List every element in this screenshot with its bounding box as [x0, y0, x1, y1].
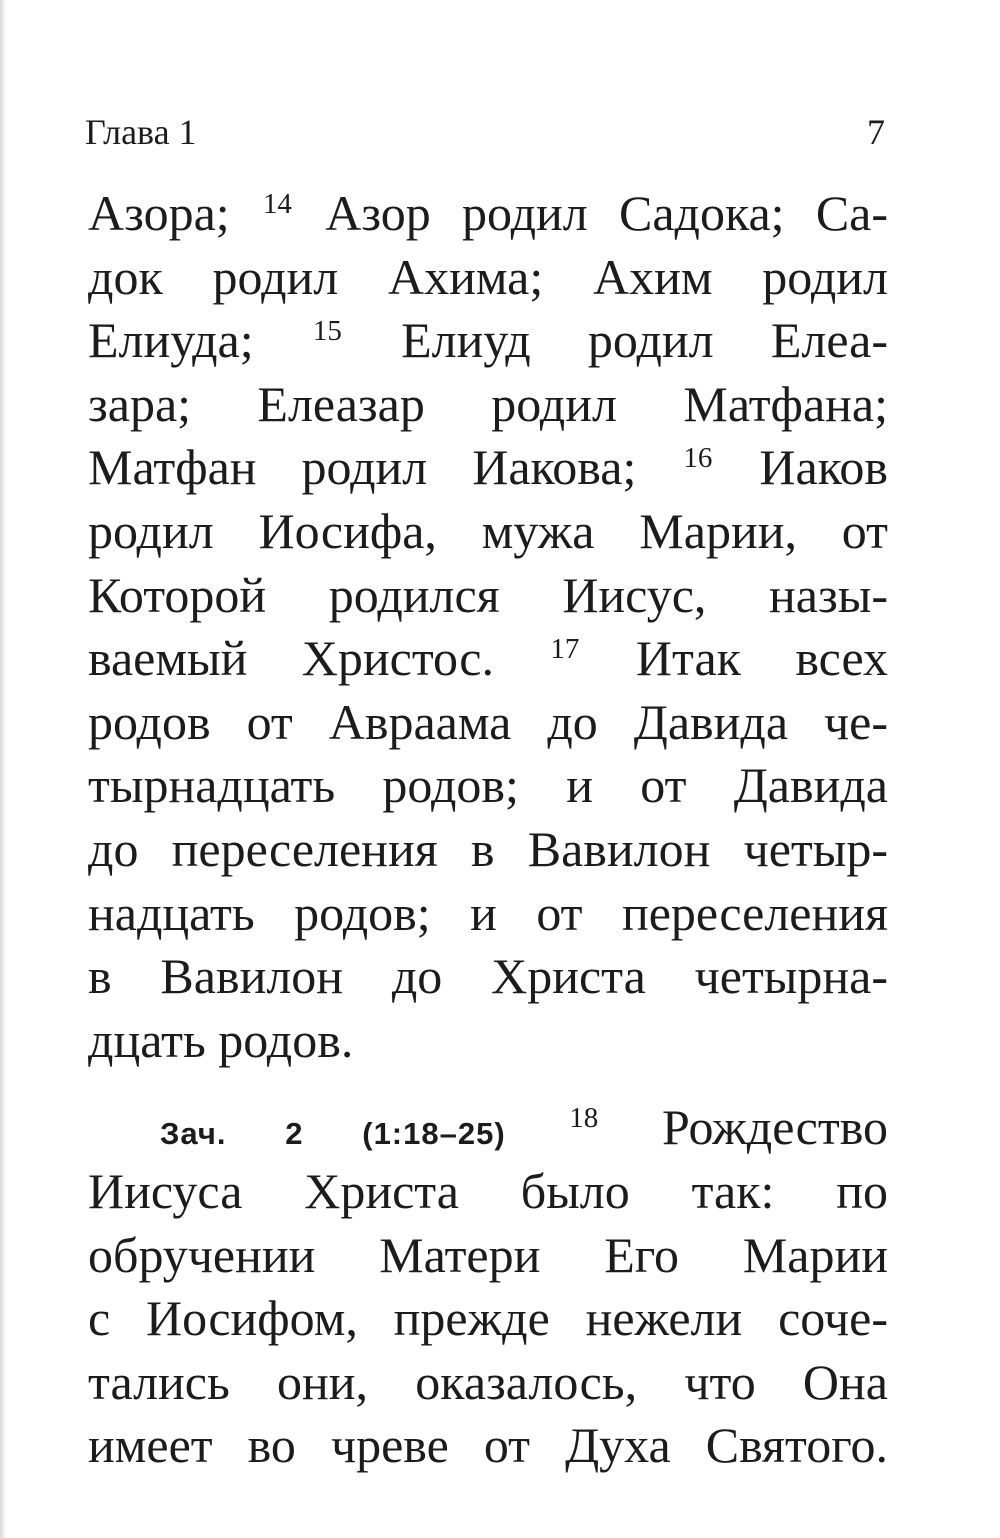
paragraph-gap: [88, 1072, 888, 1096]
page-number: 7: [867, 112, 885, 152]
text-line: [88, 1096, 888, 1160]
text-line: док родил Ахима; Ахим родил: [88, 248, 888, 305]
text-line: [88, 436, 888, 500]
text-line: Иисуса Христа было так: по: [88, 1162, 888, 1219]
line-text: Азора;: [88, 185, 230, 241]
text-line: тырнадцать родов; и от Давида: [88, 757, 888, 814]
line-text: Рождество: [661, 1099, 888, 1156]
line-text: Матфан родил Иакова;: [88, 439, 637, 496]
verse-number: 14: [262, 188, 292, 220]
page-edge-shadow: [0, 0, 6, 1538]
text-line: Которой родился Иисус, назы-: [88, 566, 888, 623]
line-text: Азор родил Садока; Са-: [325, 185, 889, 241]
text-line: имеет во чреве от Духа Святого.: [88, 1417, 888, 1474]
verse-number: 18: [569, 1102, 599, 1135]
line-text: ваемый Христос.: [88, 630, 494, 687]
text-line: [88, 309, 888, 373]
text-line: родов от Авраама до Давида че-: [88, 693, 888, 750]
text-line: тались они, оказалось, что Она: [88, 1353, 888, 1410]
line-text: Иаков: [759, 439, 889, 496]
text-line: зара; Елеазар родил Матфана;: [88, 375, 888, 432]
text-line: дцать родов.: [88, 1011, 354, 1068]
verse-number: 17: [550, 633, 580, 666]
chapter-title: Глава 1: [85, 112, 197, 152]
verse-number: 15: [312, 315, 342, 348]
pericope-reading-label: Зач. 2 (1:18–25): [160, 1116, 506, 1152]
verse-number: 16: [683, 442, 713, 475]
text-line: с Иосифом, прежде нежели соче-: [88, 1290, 888, 1347]
text-line: до переселения в Вавилон четыр-: [88, 820, 888, 877]
text-line: надцать родов; и от переселения: [88, 884, 888, 941]
text-line: [88, 627, 888, 691]
text-line: обручении Матери Его Марии: [88, 1226, 888, 1283]
text-line: [88, 182, 888, 246]
text-line: родил Иосифа, мужа Марии, от: [88, 502, 888, 559]
running-header: [85, 108, 885, 156]
line-text: Елиуд родил Елеа-: [401, 312, 889, 369]
line-text: Итак всех: [635, 630, 889, 687]
body-text: [88, 182, 888, 1478]
line-text: Елиуда;: [88, 312, 254, 369]
text-line: в Вавилон до Христа четырна-: [88, 948, 888, 1005]
